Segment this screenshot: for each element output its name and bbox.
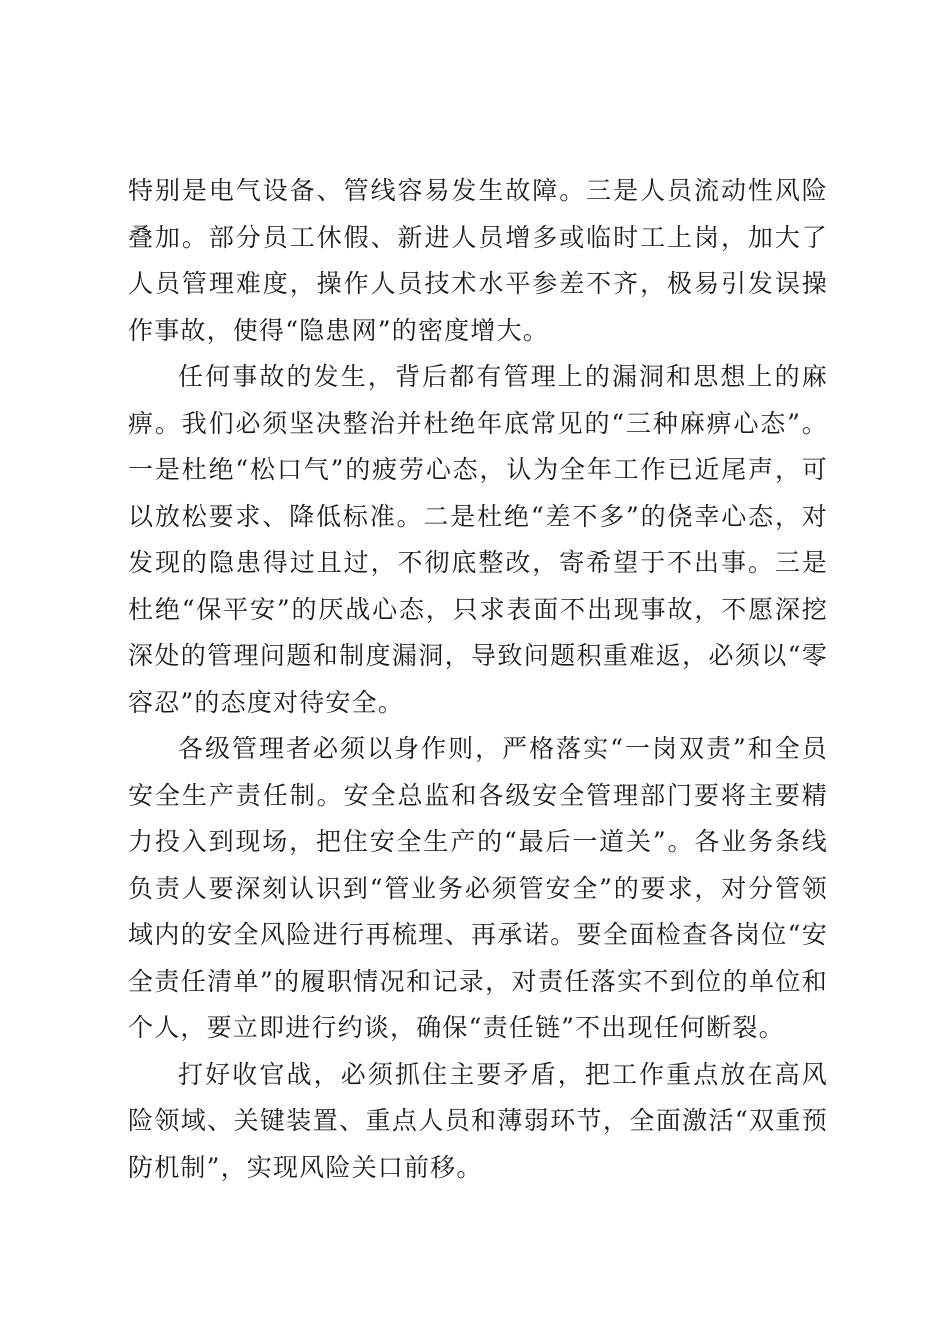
body-paragraph: 任何事故的发生，背后都有管理上的漏洞和思想上的麻痹。我们必须坚决整治并杜绝年底常见的“三种麻痹心态”。一是杜绝“松口气”的疲劳心态，认为全年工作已近尾声，可以放松要求、降低标准。二是杜绝“差不多”的侥幸心态，对发现的隐患得过且过，不彻底整改，寄希望于不出事。三是杜绝“保平安”的厌战心态，只求表面不出现事故，不愿深挖深处的管理问题和制度漏洞，导致问题积重难返，必须以“零容忍”的态度对待安全。	[128, 362, 828, 717]
document-body	[128, 168, 828, 1191]
body-paragraph: 打好收官战，必须抓住主要矛盾，把工作重点放在高风险领域、关键装置、重点人员和薄弱环节，全面激活“双重预防机制”，实现风险关口前移。	[128, 1059, 828, 1182]
body-paragraph: 各级管理者必须以身作则，严格落实“一岗双责”和全员安全生产责任制。安全总监和各级安全管理部门要将主要精力投入到现场，把住安全生产的“最后一道关”。各业务条线负责人要深刻认识到“管业务必须管安全”的要求，对分管领域内的安全风险进行再梳理、再承诺。要全面检查各岗位“安全责任清单”的履职情况和记录，对责任落实不到位的单位和个人，要立即进行约谈，确保“责任链”不出现任何断裂。	[128, 734, 828, 1042]
body-paragraph: 特别是电气设备、管线容易发生故障。三是人员流动性风险叠加。部分员工休假、新进人员增多或临时工上岗，加大了人员管理难度，操作人员技术水平参差不齐，极易引发误操作事故，使得“隐患网”的密度增大。	[128, 176, 828, 345]
